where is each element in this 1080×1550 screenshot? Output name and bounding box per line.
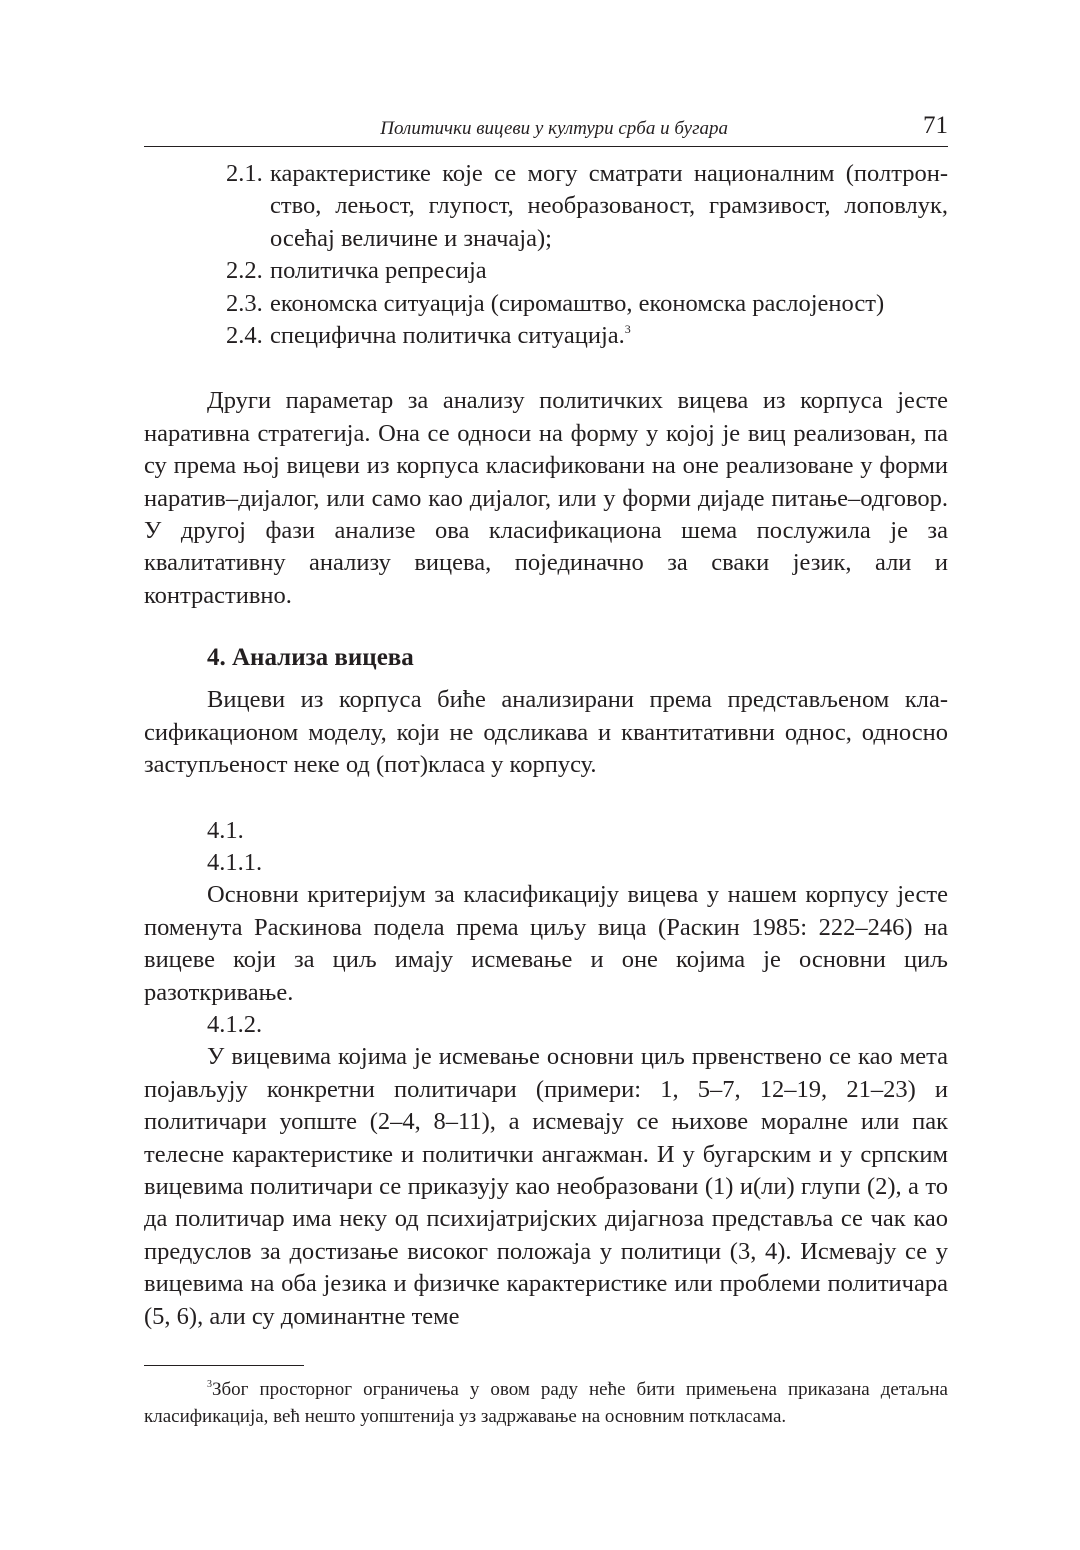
list-item-text: политичка репресија	[270, 257, 487, 285]
list-item-number: 2.4.	[226, 322, 263, 350]
list-item	[144, 255, 948, 287]
running-head	[144, 112, 948, 147]
subsection-number: 4.1.1.	[207, 848, 263, 876]
subsection-number: 4.1.2.	[207, 1010, 263, 1038]
footnote	[144, 1376, 948, 1430]
list-item-text	[270, 320, 948, 352]
list-item	[144, 288, 948, 320]
page-number: 71	[923, 112, 948, 139]
footnote-reference: 3	[624, 322, 631, 337]
paragraph-ridicule: У вицевима којима је исмевање основни циљ првенствено се као мета појављују конкретни политичари (примери: 1, 5–7, 12–19, 21–23) и политичари уопште (2–4, 8–11), а исмевају се њихове моралне или пак телесне карактеристике и политички ангажман. И у бугарским и у српским вицевима политичари се приказују као необразовани (1) и(ли) глупи (2), а то да политичар има неку од психијатријских дијагноза представља се чак као предуслов за достизање високог положаја у политици (3, 4). Исмевају се у вицевима на оба језика и физичке карактеристике или проблеми политичара (5, 6), али су доминантне теме	[144, 1043, 948, 1330]
section-heading: 4. Анализа вицева	[207, 644, 414, 672]
footnote-marker: 3	[207, 1379, 212, 1390]
list-item-text: карактеристике које се могу сматрати националним (полтронство, лењост, глупост, необразованост, грамзивост, лоповлук, осећај величине и значаја);	[270, 160, 948, 252]
list-item-text-body: специфична политичка ситуација.	[270, 322, 625, 350]
footnote-divider	[144, 1365, 304, 1366]
subsection-number: 4.1.	[207, 816, 244, 844]
list-item-number: 2.3.	[226, 289, 263, 317]
list-item	[144, 320, 948, 352]
paragraph-narrative-strategy: Други параметар за анализу политичких вицева из корпуса јесте наративна стратегија. Она се односи на форму у којој је виц реализован, па су према њој вицеви из корпуса класификовани на оне реализоване у форми наратив–дијалог, или само као дијалог, или у форми дијаде питање–одговор. У другој фази анализе ова класификациона шема послужила је за квалитативну анализу вицева, појединачно за сваки језик, али и контрастивно.	[144, 387, 948, 609]
list-item	[144, 158, 948, 255]
paragraph-classification-criterion: Основни критеријум за класификацију вицева у нашем корпусу јесте поменута Раскинова подела према циљу вица (Раскин 1985: 222–246) на вицеве који за циљ имају исмевање и оне којима је основни циљ разоткривање.	[144, 881, 948, 1006]
criteria-list	[144, 158, 948, 352]
list-item-number: 2.1.	[226, 160, 263, 187]
running-head-title: Политички вицеви у култури срба и бугара	[380, 118, 728, 139]
footnote-text: Због просторног ограничења у овом раду неће бити примењена приказана детaљна класификација, већ нешто уопштенија уз задржавање на основним поткласама.	[144, 1379, 948, 1427]
list-item-text: економска ситуација (сиромаштво, економска раслојеност)	[270, 289, 885, 317]
list-item-number: 2.2.	[226, 257, 263, 285]
paragraph-analysis-intro: Вицеви из корпуса биће анализирани према представљеном класификационом моделу, који не одсликава и квантитативни однос, односно заступљеност неке од (пот)класа у корпусу.	[144, 686, 948, 779]
main-text	[144, 158, 948, 1333]
